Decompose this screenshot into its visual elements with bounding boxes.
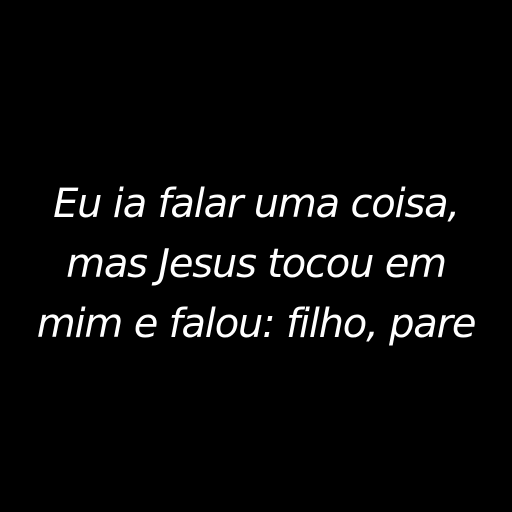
quote-line-1: Eu ia falar uma coisa, <box>53 181 459 227</box>
quote-line-3: mim e falou: filho, pare <box>36 301 476 347</box>
quote-text <box>0 174 512 354</box>
quote-line-2: mas Jesus tocou em <box>66 241 446 287</box>
